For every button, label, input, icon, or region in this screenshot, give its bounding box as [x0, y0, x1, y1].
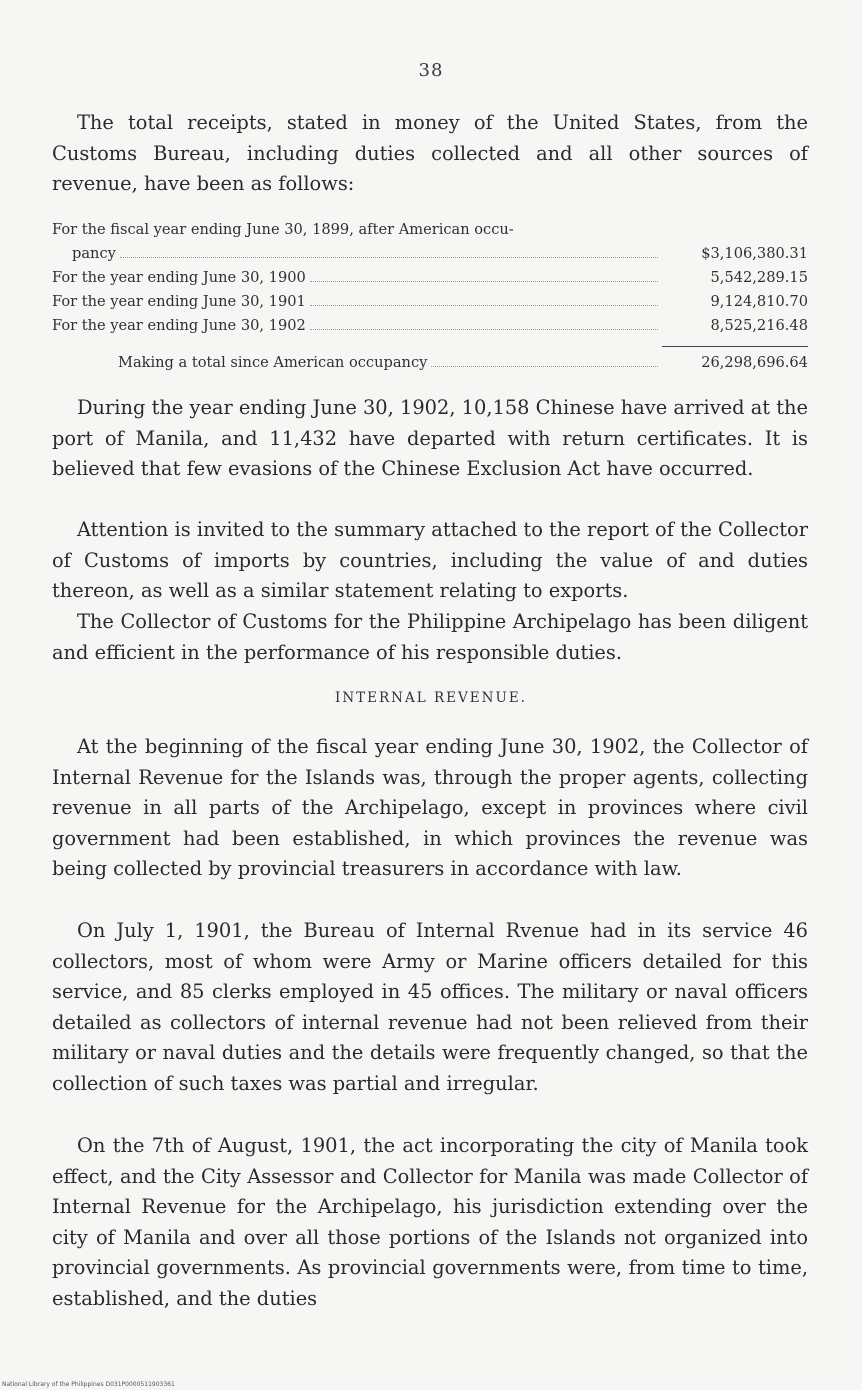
receipts-row-label: For the year ending June 30, 1901: [52, 293, 306, 310]
internal-revenue-paragraph-3: On the 7th of August, 1901, the act incorporating the city of Manila took effect, and the City Assessor and Collector for Manila was made Collector of Internal Revenue for the Archipelago, his jurisdiction extending over the city of Manila and over all those portions of the Islands not organized into provincial governments. As provincial governments were, from time to time, established, and the duties: [52, 1134, 808, 1310]
receipts-total-label: Making a total since American occupancy: [118, 354, 428, 371]
scan-footer: National Library of the Philippines D031P0000511903361: [2, 1381, 175, 1388]
receipts-row-amount: 8,525,216.48: [710, 317, 808, 334]
leader-dots: [310, 281, 658, 282]
leader-dots: [310, 305, 658, 306]
receipts-table: [52, 218, 808, 375]
leader-dots: [431, 366, 658, 367]
receipts-row: [52, 266, 808, 290]
attention-paragraph: Attention is invited to the summary attached to the report of the Collector of Customs of imports by countries, including the value of and duties thereon, as well as a similar statement relating to exports.: [52, 518, 808, 602]
receipts-row: [52, 290, 808, 314]
intro-paragraph: The total receipts, stated in money of the United States, from the Customs Bureau, including duties collected and all other sources of revenue, have been as follows:: [52, 111, 808, 195]
receipts-row-label: For the year ending June 30, 1900: [52, 269, 306, 286]
internal-revenue-paragraph-2: On July 1, 1901, the Bureau of Internal Rvenue had in its service 46 collectors, most of whom were Army or Marine officers detailed for this service, and 85 clerks employed in 45 offices. The military or naval officers detailed as collectors of internal revenue had not been relieved from their military or naval duties and the details were frequently changed, so that the collection of such taxes was partial and irregular.: [52, 919, 808, 1095]
collector-paragraph: The Collector of Customs for the Philippine Archipelago has been diligent and efficient in the performance of his responsible duties.: [52, 610, 808, 664]
receipts-row-amount: 5,542,289.15: [710, 269, 808, 286]
receipts-row-label: For the fiscal year ending June 30, 1899, after American occu-: [52, 221, 514, 238]
receipts-row-amount: 9,124,810.70: [710, 293, 808, 310]
receipts-total-amount: 26,298,696.64: [701, 354, 808, 371]
receipts-total-row: [52, 351, 808, 375]
internal-revenue-paragraph-1: At the beginning of the fiscal year ending June 30, 1902, the Collector of Internal Revenue for the Islands was, through the proper agents, collecting revenue in all parts of the Archipelago, except in provinces where civil government had been established, in which provinces the revenue was being collected by provincial treasurers in accordance with law.: [52, 735, 808, 880]
chinese-arrivals-paragraph: During the year ending June 30, 1902, 10,158 Chinese have arrived at the port of Manila, and 11,432 have departed with return certificates. It is believed that few evasions of the Chinese Exclusion Act have occurred.: [52, 396, 808, 480]
receipts-row-header: [52, 218, 808, 242]
receipts-row-label: For the year ending June 30, 1902: [52, 317, 306, 334]
page-number: 38: [418, 60, 444, 81]
receipts-row-label: pancy: [72, 245, 116, 262]
total-rule: [662, 346, 808, 347]
section-heading: INTERNAL REVENUE.: [335, 690, 527, 706]
leader-dots: [120, 257, 658, 258]
leader-dots: [310, 329, 658, 330]
receipts-row: [52, 314, 808, 338]
receipts-row: [52, 242, 808, 266]
receipts-row-amount: $3,106,380.31: [701, 245, 808, 262]
